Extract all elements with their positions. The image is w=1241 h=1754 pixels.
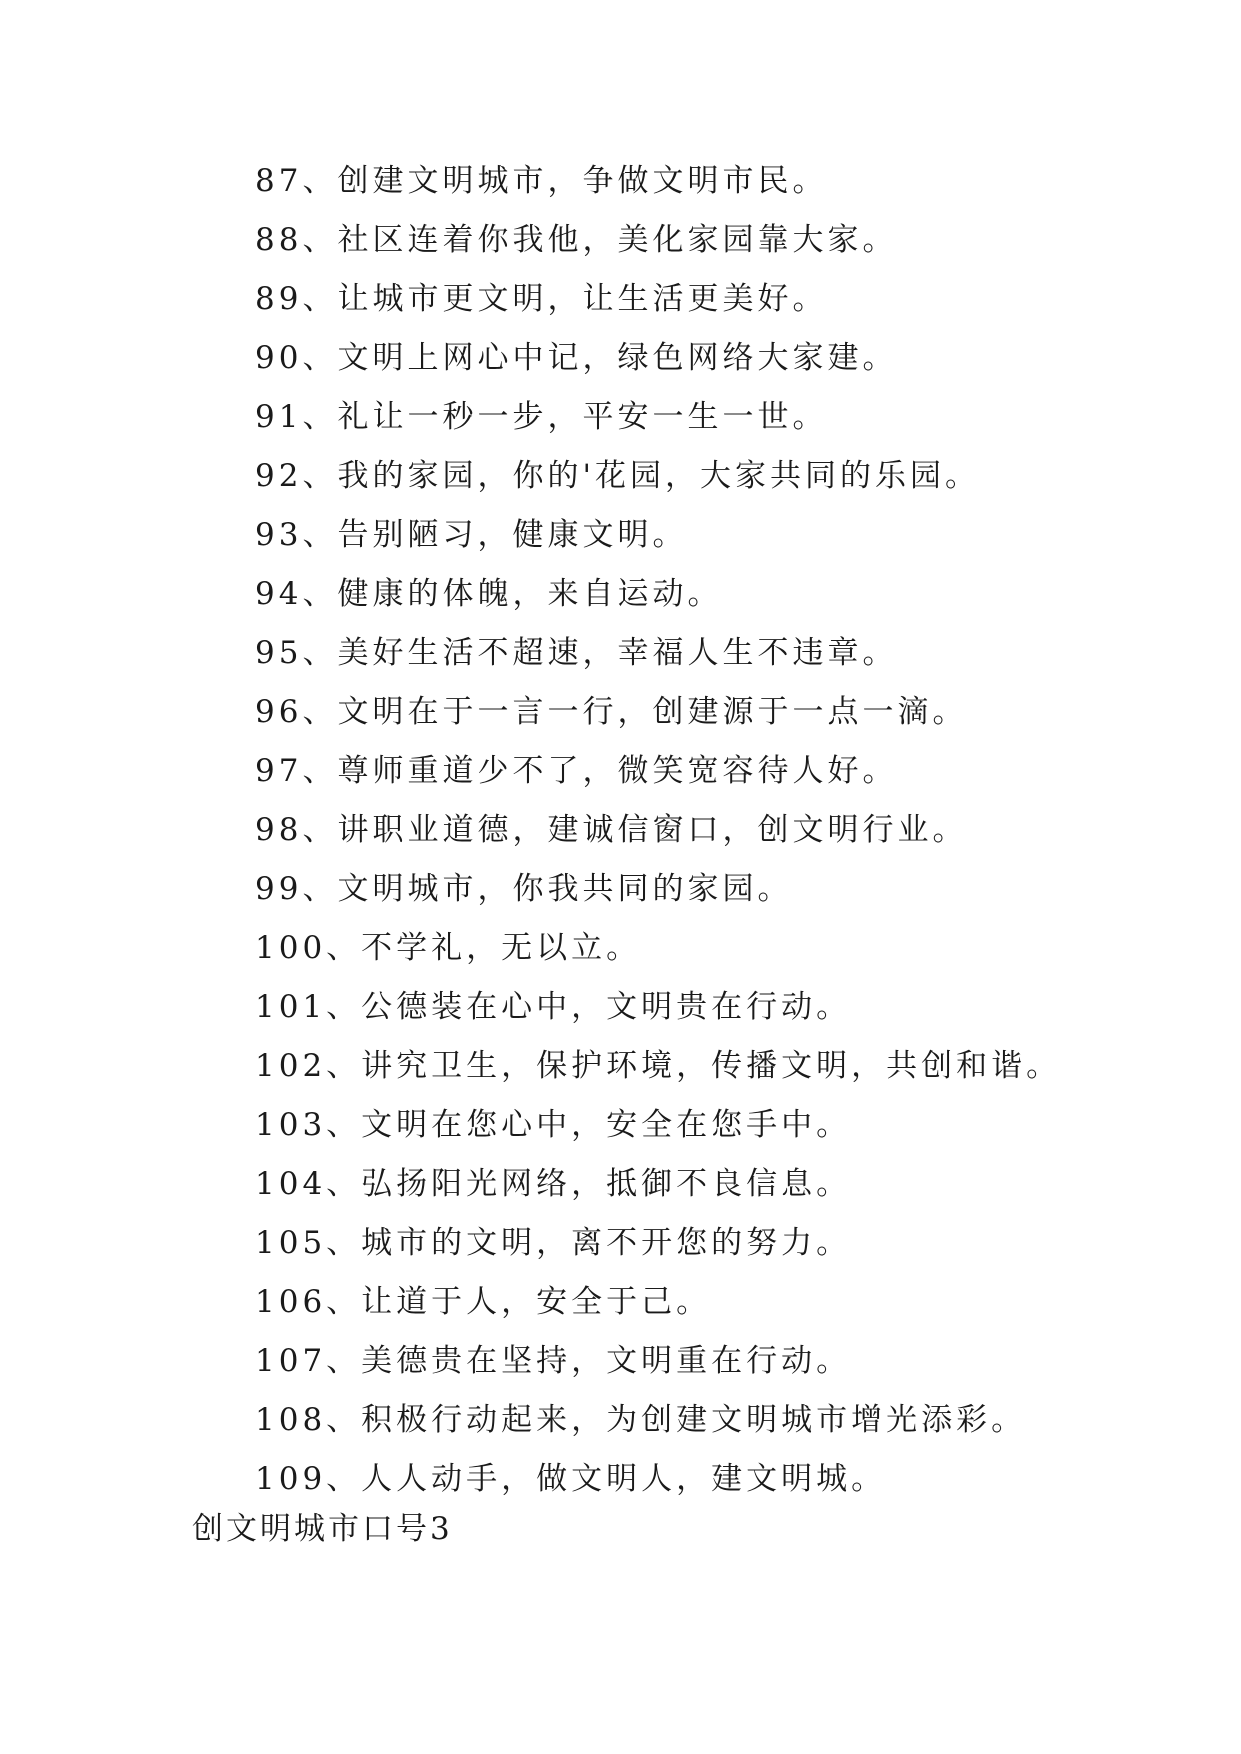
- slogan-item: 91、礼让一秒一步，平安一生一世。: [255, 399, 828, 435]
- slogan-item: 102、讲究卫生，保护环境，传播文明，共创和谐。: [255, 1048, 1062, 1084]
- slogan-item: 106、让道于人，安全于己。: [255, 1284, 712, 1320]
- slogan-item: 105、城市的文明，离不开您的努力。: [255, 1225, 852, 1261]
- slogan-item: 97、尊师重道少不了，微笑宽容待人好。: [255, 753, 898, 789]
- slogan-item: 98、讲职业道德，建诚信窗口，创文明行业。: [255, 812, 968, 848]
- slogan-item: 107、美德贵在坚持，文明重在行动。: [255, 1343, 852, 1379]
- slogan-item: 96、文明在于一言一行，创建源于一点一滴。: [255, 694, 968, 730]
- section-heading: 创文明城市口号3: [192, 1511, 453, 1547]
- slogan-item: 94、健康的体魄，来自运动。: [255, 576, 723, 612]
- slogan-item: 87、创建文明城市，争做文明市民。: [255, 163, 828, 199]
- slogan-item: 92、我的家园，你的'花园，大家共同的乐园。: [255, 458, 980, 494]
- slogan-item: 88、社区连着你我他，美化家园靠大家。: [255, 222, 898, 258]
- slogan-item: 99、文明城市，你我共同的家园。: [255, 871, 793, 907]
- slogan-item: 104、弘扬阳光网络，抵御不良信息。: [255, 1166, 852, 1202]
- slogan-item: 103、文明在您心中，安全在您手中。: [255, 1107, 852, 1143]
- slogan-item: 89、让城市更文明，让生活更美好。: [255, 281, 828, 317]
- slogan-list: [0, 152, 1241, 1509]
- slogan-item: 95、美好生活不超速，幸福人生不违章。: [255, 635, 898, 671]
- slogan-item: 101、公德装在心中，文明贵在行动。: [255, 989, 852, 1025]
- slogan-item: 90、文明上网心中记，绿色网络大家建。: [255, 340, 898, 376]
- slogan-item: 108、积极行动起来，为创建文明城市增光添彩。: [255, 1402, 1027, 1438]
- slogan-item: 109、人人动手，做文明人，建文明城。: [255, 1461, 887, 1497]
- slogan-item: 93、告别陋习，健康文明。: [255, 517, 688, 553]
- slogan-item: 100、不学礼，无以立。: [255, 930, 642, 966]
